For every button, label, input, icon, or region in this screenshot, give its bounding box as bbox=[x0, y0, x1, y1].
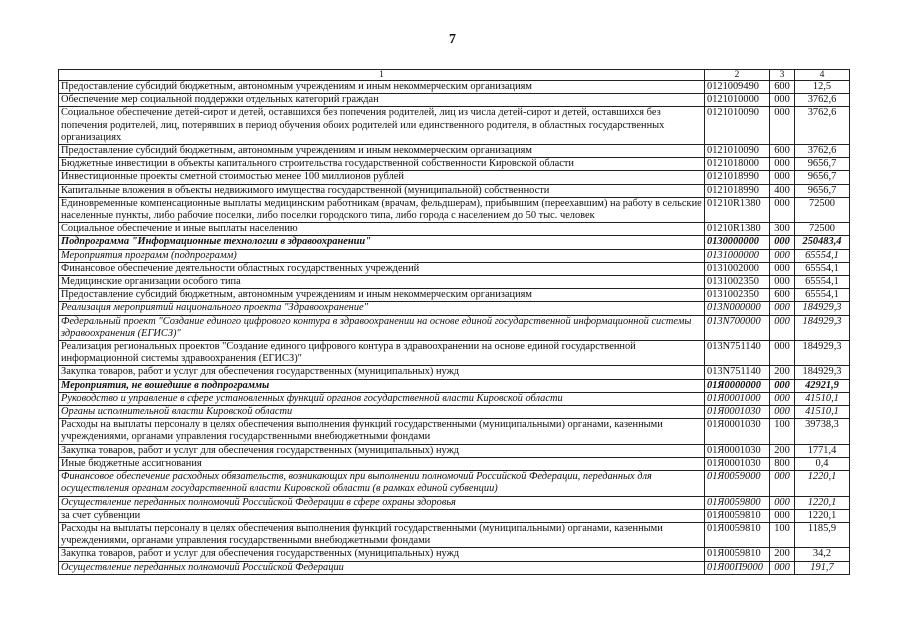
row-amount: 250483,4 bbox=[795, 236, 850, 249]
table-row bbox=[59, 107, 850, 145]
row-name: Социальное обеспечение детей-сирот и детей, оставшихся без попечения родителей, лиц из числа детей-сирот и детей, оставшихся без попечения родителей, лиц, потерявших в период обучения обоих родителей или единственного родителя, в областных государственных организациях bbox=[59, 107, 705, 145]
row-name: Единовременные компенсационные выплаты медицинским работникам (врачам, фельдшерам), прибывшим (переехавшим) на работу в сельские населенные пункты, либо рабочие поселки, либо поселки городского типа, либо города с населением до 50 тыс. человек bbox=[59, 197, 705, 222]
row-code: 01Я0000000 bbox=[705, 379, 770, 392]
row-amount: 39738,3 bbox=[795, 419, 850, 444]
table-row bbox=[59, 184, 850, 197]
row-expense-type: 000 bbox=[770, 406, 795, 419]
row-code: 0121010000 bbox=[705, 94, 770, 107]
row-amount: 1220,1 bbox=[795, 496, 850, 509]
table-row bbox=[59, 444, 850, 457]
row-expense-type: 000 bbox=[770, 276, 795, 289]
row-amount: 3762,6 bbox=[795, 145, 850, 158]
row-expense-type: 000 bbox=[770, 197, 795, 222]
row-code: 0131000000 bbox=[705, 249, 770, 262]
row-code: 0131002350 bbox=[705, 276, 770, 289]
row-expense-type: 600 bbox=[770, 81, 795, 94]
budget-table-body bbox=[59, 70, 850, 575]
row-name: Федеральный проект "Создание единого цифрового контура в здравоохранении на основе единой государственной информационной системы здравоохранения (ЕГИСЗ)" bbox=[59, 315, 705, 340]
row-code: 0131002350 bbox=[705, 289, 770, 302]
row-name: Реализация мероприятий национального проекта "Здравоохранение" bbox=[59, 302, 705, 315]
row-amount: 191,7 bbox=[795, 561, 850, 574]
table-row bbox=[59, 289, 850, 302]
row-expense-type: 000 bbox=[770, 302, 795, 315]
row-code: 01Я0001030 bbox=[705, 406, 770, 419]
row-expense-type: 200 bbox=[770, 548, 795, 561]
table-row bbox=[59, 366, 850, 379]
row-amount: 41510,1 bbox=[795, 406, 850, 419]
table-row bbox=[59, 457, 850, 470]
table-row bbox=[59, 276, 850, 289]
row-name: Предоставление субсидий бюджетным, автономным учреждениям и иным некоммерческим организациям bbox=[59, 289, 705, 302]
row-code: 0121009490 bbox=[705, 81, 770, 94]
row-expense-type: 100 bbox=[770, 522, 795, 547]
table-row bbox=[59, 341, 850, 366]
table-row bbox=[59, 81, 850, 94]
row-amount: 12,5 bbox=[795, 81, 850, 94]
row-expense-type: 800 bbox=[770, 457, 795, 470]
row-name: Предоставление субсидий бюджетным, автономным учреждениям и иным некоммерческим организациям bbox=[59, 81, 705, 94]
column-header-3: 3 bbox=[770, 70, 795, 81]
row-amount: 65554,1 bbox=[795, 262, 850, 275]
row-code: 0121018990 bbox=[705, 184, 770, 197]
row-amount: 1771,4 bbox=[795, 444, 850, 457]
page-number: 7 bbox=[449, 32, 456, 47]
row-name: Органы исполнительной власти Кировской области bbox=[59, 406, 705, 419]
row-amount: 3762,6 bbox=[795, 94, 850, 107]
row-expense-type: 600 bbox=[770, 289, 795, 302]
table-row bbox=[59, 471, 850, 496]
row-amount: 65554,1 bbox=[795, 289, 850, 302]
row-name: Социальное обеспечение и иные выплаты населению bbox=[59, 223, 705, 236]
row-amount: 184929,3 bbox=[795, 341, 850, 366]
row-name: Финансовое обеспечение расходных обязательств, возникающих при выполнении полномочий Российской Федерации, переданных для осуществления органам государственной власти Кировской области (в рамках единой субвенции) bbox=[59, 471, 705, 496]
table-row bbox=[59, 145, 850, 158]
row-name: Реализация региональных проектов "Создание единого цифрового контура в здравоохранении на основе единой государственной информационной системы здравоохранения (ЕГИСЗ)" bbox=[59, 341, 705, 366]
row-code: 013N751140 bbox=[705, 366, 770, 379]
row-name: Медицинские организации особого типа bbox=[59, 276, 705, 289]
table-row bbox=[59, 522, 850, 547]
row-name: Мероприятия, не вошедшие в подпрограммы bbox=[59, 379, 705, 392]
row-name: Закупка товаров, работ и услуг для обеспечения государственных (муниципальных) нужд bbox=[59, 548, 705, 561]
row-code: 01Я0059000 bbox=[705, 471, 770, 496]
row-code: 01Я0059800 bbox=[705, 496, 770, 509]
table-row bbox=[59, 94, 850, 107]
row-expense-type: 000 bbox=[770, 379, 795, 392]
row-expense-type: 000 bbox=[770, 171, 795, 184]
table-row bbox=[59, 262, 850, 275]
table-row bbox=[59, 419, 850, 444]
table-row bbox=[59, 236, 850, 249]
row-expense-type: 000 bbox=[770, 158, 795, 171]
table-row bbox=[59, 561, 850, 574]
row-amount: 1185,9 bbox=[795, 522, 850, 547]
table-row bbox=[59, 158, 850, 171]
row-code: 01Я0001030 bbox=[705, 457, 770, 470]
row-name: Осуществление переданных полномочий Российской Федерации bbox=[59, 561, 705, 574]
row-code: 01Я00П9000 bbox=[705, 561, 770, 574]
row-code: 01210R1380 bbox=[705, 197, 770, 222]
table-row bbox=[59, 406, 850, 419]
table-row bbox=[59, 197, 850, 222]
row-expense-type: 000 bbox=[770, 509, 795, 522]
row-expense-type: 300 bbox=[770, 223, 795, 236]
row-code: 01210R1380 bbox=[705, 223, 770, 236]
row-expense-type: 000 bbox=[770, 236, 795, 249]
column-header-2: 2 bbox=[705, 70, 770, 81]
row-code: 0131002000 bbox=[705, 262, 770, 275]
row-code: 01Я0001000 bbox=[705, 392, 770, 405]
row-amount: 72500 bbox=[795, 197, 850, 222]
row-amount: 3762,6 bbox=[795, 107, 850, 145]
row-amount: 184929,3 bbox=[795, 302, 850, 315]
table-row bbox=[59, 392, 850, 405]
row-code: 013N700000 bbox=[705, 315, 770, 340]
row-amount: 184929,3 bbox=[795, 366, 850, 379]
row-expense-type: 100 bbox=[770, 419, 795, 444]
row-amount: 65554,1 bbox=[795, 249, 850, 262]
row-code: 01Я0059810 bbox=[705, 522, 770, 547]
budget-table bbox=[58, 69, 850, 575]
row-name: Руководство и управление в сфере установленных функций органов государственной власти Кировской области bbox=[59, 392, 705, 405]
row-expense-type: 000 bbox=[770, 262, 795, 275]
row-expense-type: 400 bbox=[770, 184, 795, 197]
table-header-row bbox=[59, 70, 850, 81]
row-expense-type: 000 bbox=[770, 94, 795, 107]
row-amount: 41510,1 bbox=[795, 392, 850, 405]
row-name: Бюджетные инвестиции в объекты капитального строительства государственной собственности Кировской области bbox=[59, 158, 705, 171]
table-row bbox=[59, 379, 850, 392]
column-header-4: 4 bbox=[795, 70, 850, 81]
row-expense-type: 200 bbox=[770, 444, 795, 457]
row-expense-type: 000 bbox=[770, 471, 795, 496]
row-amount: 9656,7 bbox=[795, 158, 850, 171]
row-name: Предоставление субсидий бюджетным, автономным учреждениям и иным некоммерческим организациям bbox=[59, 145, 705, 158]
row-amount: 65554,1 bbox=[795, 276, 850, 289]
row-amount: 1220,1 bbox=[795, 509, 850, 522]
row-amount: 0,4 bbox=[795, 457, 850, 470]
row-name: Мероприятия программ (подпрограмм) bbox=[59, 249, 705, 262]
row-name: Расходы на выплаты персоналу в целях обеспечения выполнения функций государственными (муниципальными) органами, казенными учреждениями, органами управления государственными внебюджетными фондами bbox=[59, 419, 705, 444]
row-name: Закупка товаров, работ и услуг для обеспечения государственных (муниципальных) нужд bbox=[59, 366, 705, 379]
row-code: 0121010090 bbox=[705, 107, 770, 145]
row-name: Капитальные вложения в объекты недвижимого имущества государственной (муниципальной) собственности bbox=[59, 184, 705, 197]
table-row bbox=[59, 315, 850, 340]
row-expense-type: 000 bbox=[770, 341, 795, 366]
row-name: Иные бюджетные ассигнования bbox=[59, 457, 705, 470]
row-name: Обеспечение мер социальной поддержки отдельных категорий граждан bbox=[59, 94, 705, 107]
row-amount: 184929,3 bbox=[795, 315, 850, 340]
table-row bbox=[59, 249, 850, 262]
row-amount: 72500 bbox=[795, 223, 850, 236]
table-row bbox=[59, 548, 850, 561]
row-code: 0121018000 bbox=[705, 158, 770, 171]
row-expense-type: 000 bbox=[770, 496, 795, 509]
row-name: за счет субвенции bbox=[59, 509, 705, 522]
row-code: 013N751140 bbox=[705, 341, 770, 366]
row-code: 01Я0059810 bbox=[705, 509, 770, 522]
row-amount: 42921,9 bbox=[795, 379, 850, 392]
table-row bbox=[59, 171, 850, 184]
row-expense-type: 000 bbox=[770, 561, 795, 574]
row-amount: 1220,1 bbox=[795, 471, 850, 496]
row-amount: 9656,7 bbox=[795, 171, 850, 184]
table-row bbox=[59, 496, 850, 509]
row-name: Инвестиционные проекты сметной стоимостью менее 100 миллионов рублей bbox=[59, 171, 705, 184]
row-name: Финансовое обеспечение деятельности областных государственных учреждений bbox=[59, 262, 705, 275]
row-amount: 34,2 bbox=[795, 548, 850, 561]
row-name: Расходы на выплаты персоналу в целях обеспечения выполнения функций государственными (муниципальными) органами, казенными учреждениями, органами управления государственными внебюджетными фондами bbox=[59, 522, 705, 547]
row-code: 0121010090 bbox=[705, 145, 770, 158]
row-code: 01Я0001030 bbox=[705, 419, 770, 444]
row-name: Осуществление переданных полномочий Российской Федерации в сфере охраны здоровья bbox=[59, 496, 705, 509]
row-expense-type: 000 bbox=[770, 107, 795, 145]
table-row bbox=[59, 509, 850, 522]
row-expense-type: 000 bbox=[770, 392, 795, 405]
table-row bbox=[59, 302, 850, 315]
row-code: 0130000000 bbox=[705, 236, 770, 249]
row-name: Закупка товаров, работ и услуг для обеспечения государственных (муниципальных) нужд bbox=[59, 444, 705, 457]
column-header-1: 1 bbox=[59, 70, 705, 81]
row-expense-type: 000 bbox=[770, 315, 795, 340]
row-code: 013N000000 bbox=[705, 302, 770, 315]
row-code: 01Я0001030 bbox=[705, 444, 770, 457]
row-expense-type: 000 bbox=[770, 249, 795, 262]
row-code: 01Я0059810 bbox=[705, 548, 770, 561]
table-row bbox=[59, 223, 850, 236]
row-expense-type: 600 bbox=[770, 145, 795, 158]
row-amount: 9656,7 bbox=[795, 184, 850, 197]
row-code: 0121018990 bbox=[705, 171, 770, 184]
row-expense-type: 200 bbox=[770, 366, 795, 379]
row-name: Подпрограмма "Информационные технологии в здравоохранении" bbox=[59, 236, 705, 249]
